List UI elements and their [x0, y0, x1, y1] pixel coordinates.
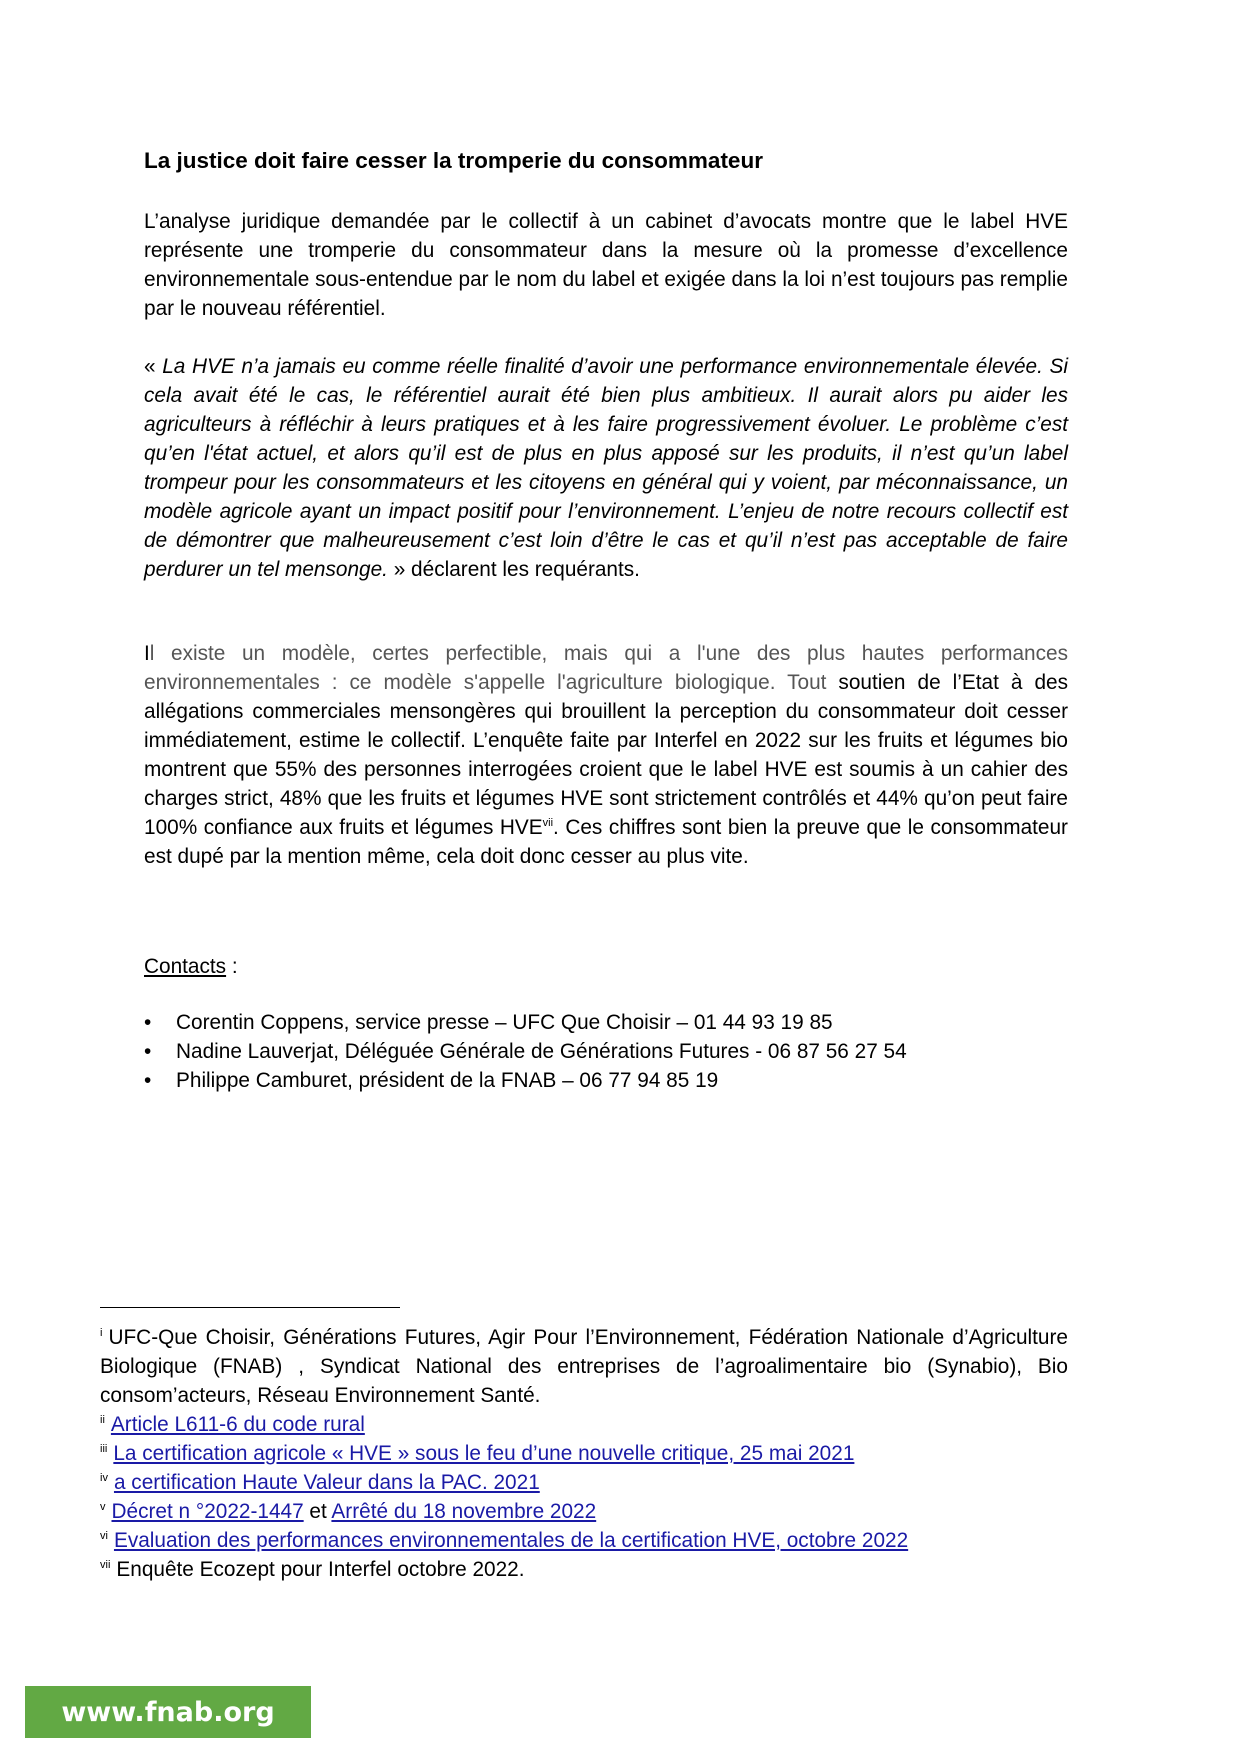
footnotes: [100, 1323, 1068, 1584]
contact-text: Nadine Lauverjat, Déléguée Générale de Générations Futures - 06 87 56 27 54: [176, 1040, 907, 1063]
quote-text: La HVE n’a jamais eu comme réelle finalité d’avoir une performance environnementale élevée. Si cela avait été le cas, le référentiel aurait été bien plus ambitieux. Il aurait alors pu aider les agriculteurs à réfléchir à leurs pratiques et à les faire progressivement évoluer. Le problème c’est qu’en l'état actuel, et alors qu’il est de plus en plus apposé sur les produits, il n’est qu’un label trompeur pour les consommateurs et les citoyens en général qui y voient, par méconnaissance, un modèle agricole ayant un impact positif pour l’environnement. L’enjeu de notre recours collectif est de démontrer que malheureusement c’est loin d’être le cas et qu’il n’est pas acceptable de faire perdurer un tel mensonge.: [144, 355, 1068, 581]
footnote-link-decret[interactable]: Décret n °2022-1447: [111, 1500, 304, 1523]
paragraph-organic-model: [144, 639, 1068, 871]
contacts-heading: [144, 952, 238, 981]
footnote-iii: [100, 1439, 1068, 1468]
contacts-colon: :: [226, 955, 238, 978]
footnote-mark: vi: [100, 1530, 108, 1543]
footnote-mark: iv: [100, 1472, 108, 1485]
paragraph-main-text: soutien de l’Etat à des allégations commerciales mensongères qui brouillent la perception du consommateur doit cesser immédiatement, estime le collectif. L’enquête faite par Interfel en 2022 sur les fruits et légumes bio montrent que 55% des personnes interrogées croient que le label HVE est soumis à un cahier des charges strict, 48% que les fruits et légumes HVE sont strictement contrôlés et 44% qu’on peut faire 100% confiance aux fruits et légumes HVE: [144, 671, 1068, 839]
footnote-link[interactable]: Article L611-6 du code rural: [110, 1413, 365, 1436]
website-badge[interactable]: [25, 1686, 311, 1738]
paragraph-grey-text: l existe un modèle, certes perfectible, mais qui a l'une des plus hautes performances environnementales : ce modèle s'appelle l'agriculture biologique. Tout: [144, 642, 1068, 694]
contact-text: Philippe Camburet, président de la FNAB – 06 77 94 85 19: [176, 1069, 719, 1092]
footnote-mark: v: [100, 1501, 106, 1514]
contact-text: Corentin Coppens, service presse – UFC Que Choisir – 01 44 93 19 85: [176, 1011, 833, 1034]
contact-item: [144, 1066, 1068, 1095]
bullet-icon: •: [144, 1011, 152, 1034]
footnote-separator: [100, 1307, 400, 1308]
bullet-icon: •: [144, 1040, 152, 1063]
footnote-v: [100, 1497, 1068, 1526]
footnote-mark: iii: [100, 1443, 108, 1456]
quote-close: » déclarent les requérants.: [387, 558, 640, 581]
section-heading: La justice doit faire cesser la tromperie du consommateur: [144, 148, 763, 173]
footnote-ref-vii[interactable]: vii: [542, 817, 554, 830]
paragraph-legal-analysis: L’analyse juridique demandée par le collectif à un cabinet d’avocats montre que le label HVE représente une tromperie du consommateur dans la mesure où la promesse d’excellence environnementale sous-entendue par le nom du label et exigée dans la loi n’est toujours pas remplie par le nouveau référentiel.: [144, 210, 1068, 320]
footnote-link-arrete[interactable]: Arrêté du 18 novembre 2022: [331, 1500, 597, 1523]
footnote-mark: ii: [100, 1414, 105, 1427]
footnote-link[interactable]: La certification agricole « HVE » sous le feu d’une nouvelle critique, 25 mai 2021: [113, 1442, 855, 1465]
footnote-mark: vii: [100, 1559, 111, 1572]
footnote-text: Enquête Ecozept pour Interfel octobre 2022.: [116, 1558, 525, 1581]
contacts-label: Contacts: [144, 955, 227, 978]
footnote-text: UFC-Que Choisir, Générations Futures, Agir Pour l’Environnement, Fédération Nationale d’Agriculture Biologique (FNAB) , Syndicat National des entreprises de l’agroalimentaire bio (Synabio), Bio consom’acteurs, Réseau Environnement Santé.: [100, 1326, 1068, 1407]
footnote-connector: et: [303, 1500, 332, 1523]
contacts-list: [144, 1008, 1068, 1095]
footnote-vi: [100, 1526, 1068, 1555]
contact-item: [144, 1037, 1068, 1066]
footnote-i: [100, 1323, 1068, 1410]
bullet-icon: •: [144, 1069, 152, 1092]
paragraph-lead-letter: I: [144, 642, 150, 665]
footnote-mark: i: [100, 1327, 103, 1340]
website-url[interactable]: www.fnab.org: [61, 1696, 275, 1728]
quote-open: «: [144, 355, 163, 378]
paragraph-quote: [144, 352, 1068, 584]
contact-item: [144, 1008, 1068, 1037]
paragraph-end-text: . Ces chiffres sont bien la preuve que le consommateur est dupé par la mention même, cela doit donc cesser au plus vite.: [144, 816, 1068, 868]
footnote-ii: [100, 1410, 1068, 1439]
footnote-link[interactable]: a certification Haute Valeur dans la PAC. 2021: [113, 1471, 540, 1494]
footnote-iv: [100, 1468, 1068, 1497]
footnote-link[interactable]: Evaluation des performances environnementales de la certification HVE, octobre 2022: [113, 1529, 909, 1552]
footnote-vii: [100, 1555, 1068, 1584]
